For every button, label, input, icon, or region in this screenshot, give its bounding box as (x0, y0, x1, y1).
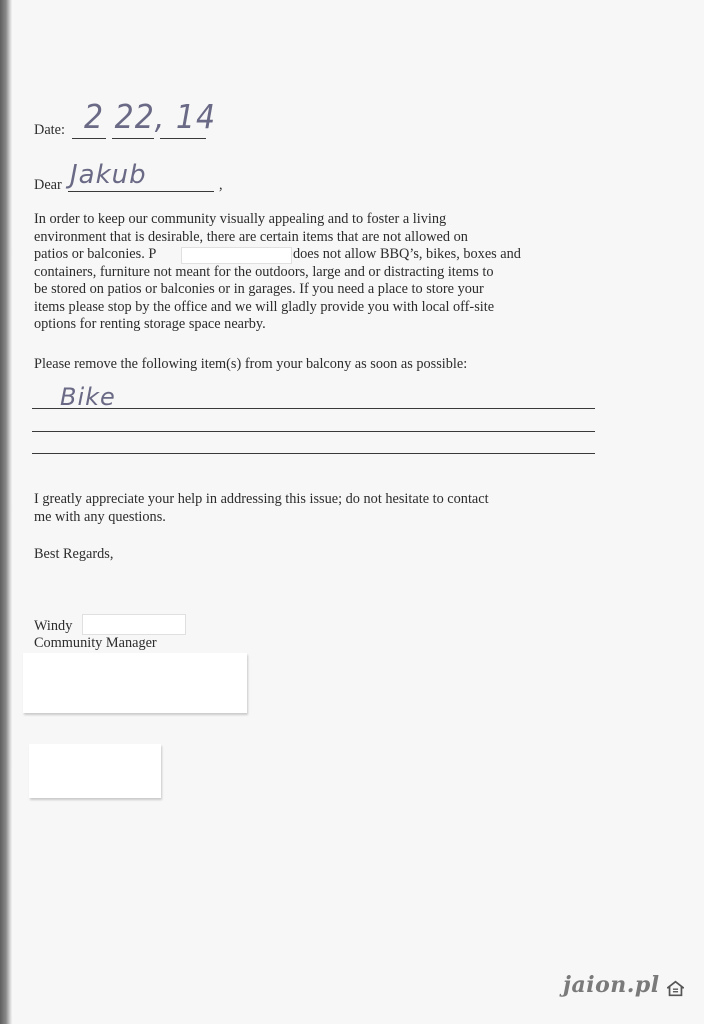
item-handwritten: Bike (60, 383, 116, 411)
greeting-comma: , (219, 177, 223, 193)
signer-title: Community Manager (34, 635, 157, 651)
paragraph1-line2: environment that is desirable, there are certain items that are not allowed on (34, 229, 468, 245)
paragraph1-line6: items please stop by the office and we will gladly provide you with local off-site (34, 299, 495, 315)
closing: Best Regards, (34, 546, 114, 562)
equal-housing-icon (667, 980, 684, 997)
date-underline-month (72, 138, 106, 139)
item-line-1 (32, 408, 595, 409)
redacted-contact-block (23, 653, 247, 713)
date-underline-year (160, 138, 206, 139)
greeting: Dear (34, 177, 62, 193)
paragraph1-line3-start: patios or balconies. P (34, 246, 157, 262)
redacted-signer-surname (82, 614, 186, 635)
recipient-underline (68, 191, 214, 192)
item-line-2 (32, 431, 595, 432)
signer-first-name: Windy (34, 618, 73, 634)
paragraph2-line1: I greatly appreciate your help in addressing this issue; do not hesitate to contact (34, 491, 489, 507)
paragraph2-line2: me with any questions. (34, 509, 166, 525)
scan-edge (0, 0, 12, 1024)
paragraph1-line7: options for renting storage space nearby. (34, 316, 266, 332)
watermark-logo: jaion.pl (563, 972, 660, 998)
paragraph1-line1: In order to keep our community visually appealing and to foster a living (34, 211, 447, 227)
date-label: Date: (34, 122, 65, 138)
date-underline-day (112, 138, 154, 139)
date-handwritten: 2 22, 14 (84, 98, 217, 137)
redacted-address-block (29, 744, 161, 798)
paragraph1-line3-end: does not allow BBQ’s, bikes, boxes and (293, 246, 521, 262)
redacted-property-name (181, 247, 292, 264)
paragraph1-line5: be stored on patios or balconies or in garages. If you need a place to store your (34, 281, 484, 297)
remove-prompt: Please remove the following item(s) from your balcony as soon as possible: (34, 356, 468, 372)
paragraph1-line4: containers, furniture not meant for the outdoors, large and or distracting items to (34, 264, 494, 280)
item-line-3 (32, 453, 595, 454)
recipient-handwritten: Jakub (70, 160, 147, 190)
